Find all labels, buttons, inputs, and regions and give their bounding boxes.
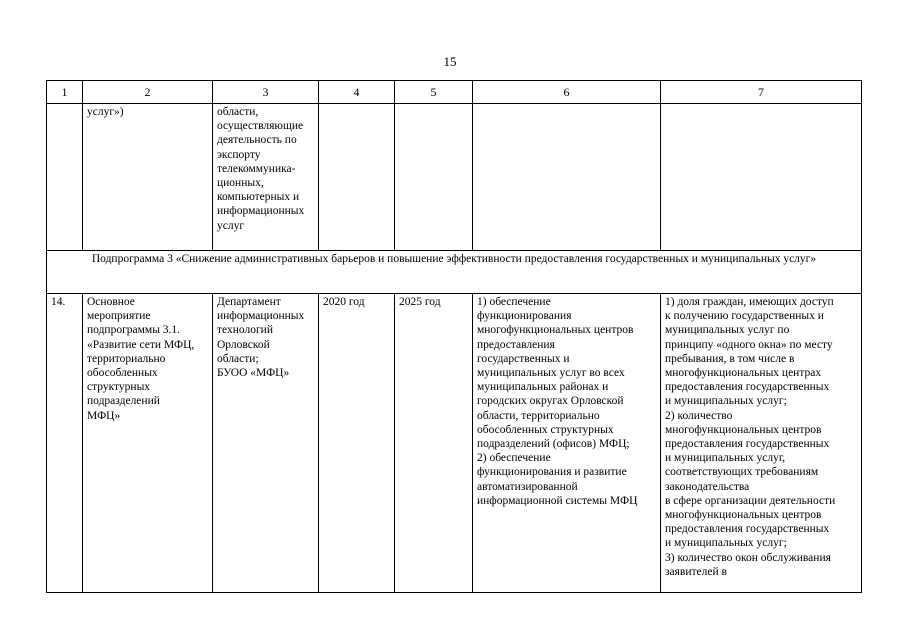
cell-number: 14. <box>47 294 83 593</box>
table-row <box>47 294 862 593</box>
page-number: 15 <box>443 54 457 69</box>
header-cell: 7 <box>661 81 862 104</box>
cell-end <box>395 104 473 251</box>
header-cell: 1 <box>47 81 83 104</box>
program-table <box>46 80 862 593</box>
header-cell: 5 <box>395 81 473 104</box>
header-cell: 3 <box>213 81 319 104</box>
header-row <box>47 81 862 104</box>
cell-indicators: 1) доля граждан, имеющих доступ к получению государственных и муниципальных услуг по принципу «одного окна» по месту пребывания, в том числе в многофункциональных центрах предоставления государственных и муниципальных услуг; 2) количество многофункциональных центров предоставления государственных и муниципальных услуг, соответствующих требованиям законодательства в сфере организации деятельности многофункциональных центров предоставления государственных и муниципальных услуг; 3) количество окон обслуживания заявителей в <box>661 294 862 593</box>
header-cell: 4 <box>319 81 395 104</box>
cell-event: услуг») <box>83 104 213 251</box>
subprogram-title: Подпрограмма 3 «Снижение административных барьеров и повышение эффективности предоставления государственных и муниципальных услуг» <box>47 251 862 294</box>
cell-executor: Департамент информационных технологий Орловской области; БУОО «МФЦ» <box>213 294 319 593</box>
header-cell: 2 <box>83 81 213 104</box>
cell-start: 2020 год <box>319 294 395 593</box>
cell-result: 1) обеспечение функционирования многофункциональных центров предоставления государственных и муниципальных услуг во всех муниципальных районах и городских округах Орловской области, территориально обособленных структурных подразделений (офисов) МФЦ; 2) обеспечение функционирования и развитие автоматизированной информационной системы МФЦ <box>473 294 661 593</box>
header-cell: 6 <box>473 81 661 104</box>
cell-event: Основное мероприятие подпрограммы 3.1. «Развитие сети МФЦ, территориально обособленных структурных подразделений МФЦ» <box>83 294 213 593</box>
cell-result <box>473 104 661 251</box>
cell-start <box>319 104 395 251</box>
table-row <box>47 104 862 251</box>
cell-end: 2025 год <box>395 294 473 593</box>
subprogram-row <box>47 251 862 294</box>
cell-indicators <box>661 104 862 251</box>
cell-executor: области, осуществляющие деятельность по экспорту телекоммуника- ционных, компьютерных и информационных услуг <box>213 104 319 251</box>
cell-number <box>47 104 83 251</box>
